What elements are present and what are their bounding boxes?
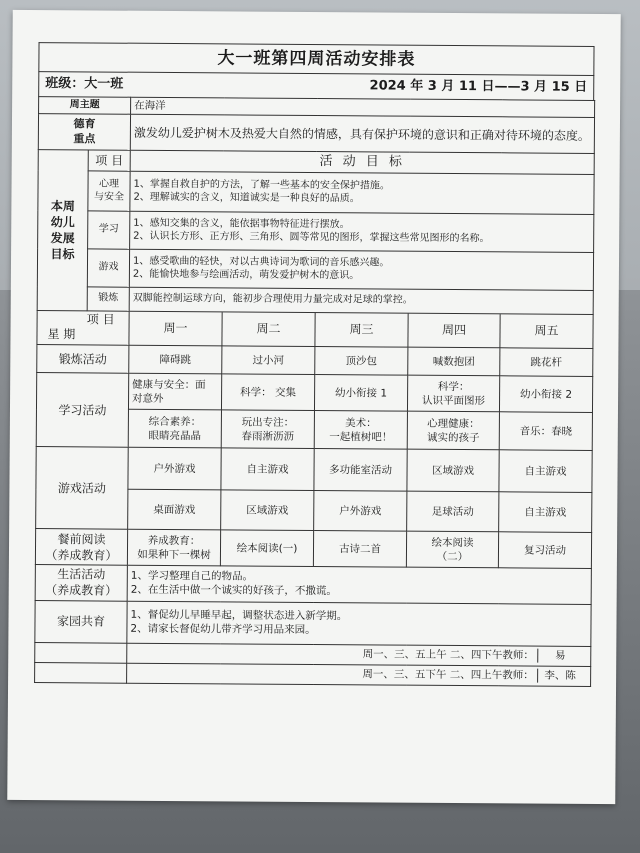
goal-area-games: 游戏 <box>87 249 129 287</box>
goals-item-header: 项 目 <box>88 151 130 171</box>
games-1-wed: 多功能室活动 <box>314 449 407 492</box>
exercise-fri: 跳花杆 <box>500 348 593 377</box>
games-1-tue: 自主游戏 <box>221 448 314 491</box>
corner-header <box>37 311 129 346</box>
day-tue: 周二 <box>222 312 315 347</box>
life-text: 1、学习整理自己的物品。 2、在生活中做一个诚实的好孩子，不撒谎。 <box>127 565 591 604</box>
reading-label: 餐前阅读 （养成教育） <box>35 529 127 566</box>
schedule-table <box>38 96 595 154</box>
goal-area-exercise: 锻炼 <box>87 287 129 311</box>
games-2-thu: 足球活动 <box>407 491 499 532</box>
games-label: 游戏活动 <box>36 447 129 530</box>
moral-label: 德育 重点 <box>38 114 130 151</box>
teacher-schedule-2: 周一、三、五下午 二、四上午教师： <box>362 668 534 682</box>
learning-2-tue: 玩出专注： 春雨淅沥沥 <box>221 410 314 449</box>
exercise-tue: 过小河 <box>222 346 315 375</box>
learning-label: 学习活动 <box>36 373 129 448</box>
goal-row-psych <box>38 170 594 214</box>
reading-wed: 古诗二首 <box>313 531 406 568</box>
moral-value: 激发幼儿爱护树木及热爱大自然的情感，具有保护环境的意识和正确对待环境的态度。 <box>130 114 594 153</box>
goals-label: 本周 幼儿 发展 目标 <box>37 150 88 310</box>
learning-1-mon: 健康与安全：面 对意外 <box>128 373 221 410</box>
goal-area-learning: 学习 <box>88 211 130 249</box>
life-row <box>35 565 591 604</box>
learning-2-mon: 综合素养： 眼睛亮晶晶 <box>128 409 221 448</box>
exercise-row <box>37 345 593 377</box>
home-text: 1、督促幼儿早睡早起，调整状态进入新学期。 2、请家长督促幼儿带齐学习用品来园。 <box>127 601 591 646</box>
games-1-thu: 区域游戏 <box>407 449 499 492</box>
games-2-tue: 区域游戏 <box>221 490 314 531</box>
exercise-wed: 顶沙包 <box>315 347 408 376</box>
goal-text-games: 1、感受歌曲的轻快，对以古典诗词为歌词的音乐感兴趣。 2、能愉快地参与绘画活动，萌发爱护树木的意识。 <box>129 249 593 290</box>
home-label: 家园共育 <box>35 600 127 643</box>
learning-2-thu: 心理健康： 诚实的孩子 <box>407 411 499 450</box>
day-fri: 周五 <box>500 314 593 349</box>
exercise-label: 锻炼活动 <box>37 345 129 374</box>
teacher-name-1: 易 <box>537 649 582 663</box>
teacher-schedule-1: 周一、三、五上午 二、四下午教师： <box>362 648 534 662</box>
teacher-row-2 <box>35 662 591 686</box>
reading-tue: 绘本阅读(一) <box>220 530 313 567</box>
learning-1-fri: 幼小衔接 2 <box>499 376 592 413</box>
learning-1-thu: 科学： 认识平面图形 <box>407 375 499 412</box>
exercise-mon: 障碍跳 <box>129 345 222 374</box>
exercise-thu: 喊数抱团 <box>408 347 500 376</box>
games-row-1 <box>36 447 592 493</box>
goal-row-games <box>37 248 593 290</box>
teacher-name-2: 李、陈 <box>537 669 582 683</box>
games-2-fri: 自主游戏 <box>499 492 592 533</box>
goal-text-psych: 1、掌握自救自护的方法，了解一些基本的安全保护措施。 2、理解诚实的含义，知道诚实是一种良好的品质。 <box>130 171 594 214</box>
day-mon: 周一 <box>129 311 222 346</box>
games-1-fri: 自主游戏 <box>499 450 592 493</box>
home-row <box>35 600 591 646</box>
days-header-row <box>37 311 593 349</box>
learning-1-wed: 幼小衔接 1 <box>314 375 407 412</box>
corner-item-label: 项 目 <box>86 312 115 328</box>
schedule-document <box>34 42 594 686</box>
learning-2-wed: 美术： 一起植树吧！ <box>314 411 407 450</box>
theme-value: 在海洋 <box>131 97 595 117</box>
goal-area-psych: 心理 与安全 <box>88 171 130 211</box>
games-2-wed: 户外游戏 <box>314 491 407 532</box>
games-2-mon: 桌面游戏 <box>128 489 221 530</box>
date-range: 2024 年 3 月 11 日——3 月 15 日 <box>369 78 588 95</box>
class-label: 班级：大一班 <box>45 76 124 92</box>
weekly-schedule-table <box>34 311 594 687</box>
reading-thu: 绘本阅读 （二） <box>406 531 498 568</box>
goals-target-header: 活 动 目 标 <box>130 151 594 174</box>
learning-2-fri: 音乐：春晓 <box>499 412 592 451</box>
goal-text-learning: 1、感知交集的含义，能依据事物特征进行摆放。 2、认识长方形、正方形、三角形、圆等常见的图形，掌握这些常见图形的名称。 <box>130 211 594 252</box>
goals-table <box>37 150 595 314</box>
goal-row-exercise <box>37 286 593 314</box>
day-wed: 周三 <box>315 313 408 348</box>
theme-label: 周主题 <box>39 97 131 115</box>
games-1-mon: 户外游戏 <box>128 447 221 490</box>
teacher-row-2-cell <box>127 663 591 686</box>
life-label: 生活活动 （养成教育） <box>35 565 127 601</box>
paper-sheet <box>7 10 621 804</box>
learning-row-1 <box>36 373 592 413</box>
goal-row-learning <box>38 210 594 252</box>
class-info-line <box>38 71 594 100</box>
goal-text-exercise: 双脚能控制运球方向，能初步合理使用力量完成对足球的掌控。 <box>129 287 593 314</box>
moral-row <box>38 114 594 154</box>
day-thu: 周四 <box>408 313 500 348</box>
reading-row <box>35 529 591 569</box>
document-title: 大一班第四周活动安排表 <box>38 42 594 75</box>
teacher-row-1-blank <box>35 642 127 663</box>
corner-week-label: 星 期 <box>47 327 76 342</box>
learning-1-tue: 科学： 交集 <box>221 374 314 411</box>
teacher-row-2-blank <box>35 662 127 683</box>
reading-fri: 复习活动 <box>498 532 591 569</box>
reading-mon: 养成教育： 如果种下一棵树 <box>127 529 220 566</box>
